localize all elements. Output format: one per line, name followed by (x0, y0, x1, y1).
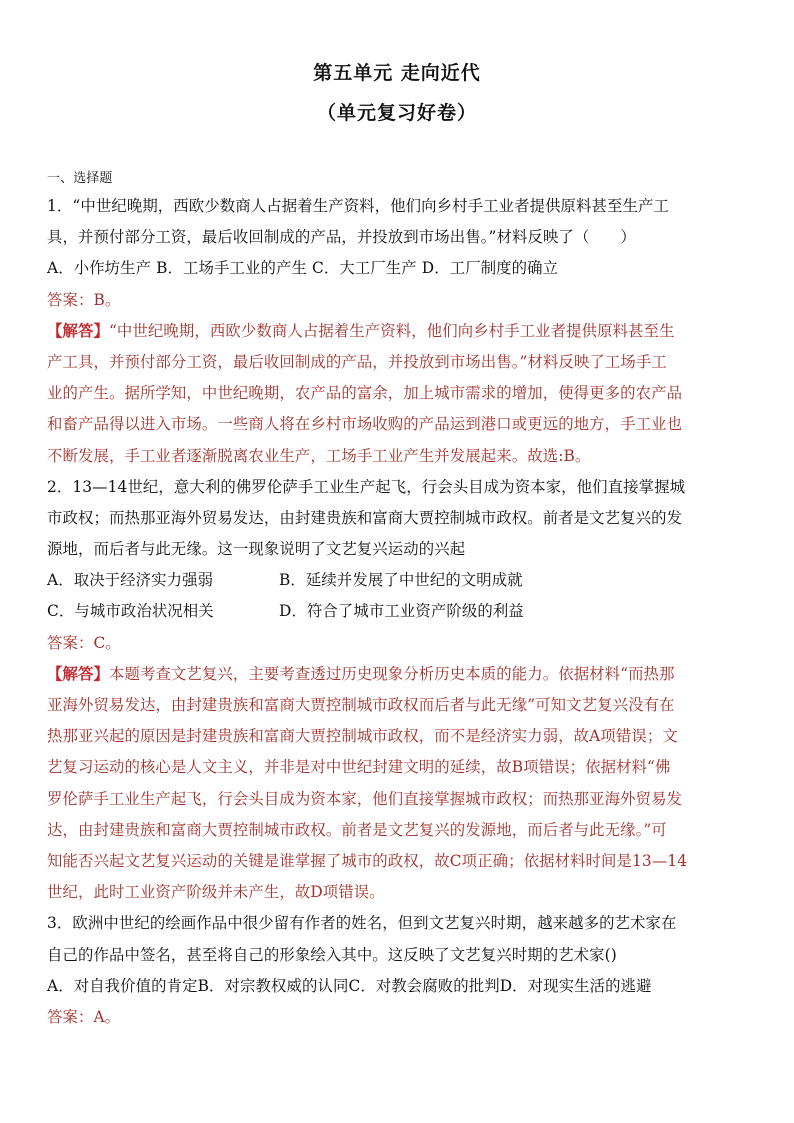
option-d: D．符合了城市工业资产阶级的利益 (279, 602, 524, 621)
analysis-text: “中世纪晚期，西欧少数商人占据着生产资料，他们向乡村手工业者提供原料甚至生 (108, 321, 675, 340)
question-1 (47, 191, 747, 472)
page-subtitle: （单元复习好卷） (316, 102, 477, 124)
analysis-line: 产工具，并预付部分工资，最后收回制成的产品，并投放到市场出售。”材料反映了工场手工 (47, 352, 667, 371)
analysis-line: 罗伦萨手工业生产起飞，行会头目成为资本家，他们直接掌握城市政权；而热那亚海外贸易发 (47, 789, 683, 808)
analysis-line: 不断发展，手工业者逐渐脱离农业生产，工场手工业产生并发展起来。故选:B。 (47, 446, 591, 465)
question-options-row (47, 565, 747, 596)
option-a: A．取决于经济实力强弱 (47, 571, 214, 590)
question-options: A．对自我价值的肯定B．对宗教权威的认同C．对教会腐败的批判D．对现实生活的逃避 (47, 976, 652, 995)
analysis-line: 热那亚兴起的原因是封建贵族和富商大贾控制城市政权，而不是经济实力弱，故A项错误；文 (47, 727, 678, 746)
page-title: 第五单元 走向近代 (313, 62, 481, 84)
option-b: B．延续并发展了中世纪的文明成就 (279, 571, 523, 590)
analysis-line: 世纪，此时工业资产阶级并未产生，故D项错误。 (47, 883, 385, 902)
question-options: A．小作坊生产 B．工场手工业的产生 C．大工厂生产 D．工厂制度的确立 (47, 259, 559, 278)
analysis-line (47, 659, 747, 690)
analysis-tag: 【解答】 (47, 321, 109, 340)
answer-line: 答案：B。 (47, 290, 121, 309)
analysis-line: 知能否兴起文艺复兴运动的关键是谁掌握了城市的政权，故C项正确；依据材料时间是13—14 (47, 851, 688, 870)
answer-line: 答案：A。 (47, 1007, 121, 1026)
analysis-line: 业的产生。据所学知，中世纪晚期，农产品的富余，加上城市需求的增加，使得更多的农产品 (47, 384, 683, 403)
analysis-text: 本题考查文艺复兴，主要考查透过历史现象分析历史本质的能力。依据材料“而热那 (108, 664, 675, 683)
question-text-line: 3．欧洲中世纪的绘画作品中很少留有作者的姓名，但到文艺复兴时期，越来越多的艺术家在 (47, 914, 677, 933)
analysis-line: 达，由封建贵族和富商大贾控制城市政权。前者是文艺复兴的发源地，而后者与此无缘。”可 (47, 820, 667, 839)
question-text-line: 2．13—14世纪，意大利的佛罗伦萨手工业生产起飞，行会头目成为资本家，他们直接掌握城 (47, 477, 686, 496)
question-2 (47, 472, 747, 909)
option-c: C．与城市政治状况相关 (47, 602, 214, 621)
analysis-line (47, 316, 747, 347)
question-list (47, 166, 747, 1033)
question-3 (47, 908, 747, 1033)
question-text-line: 具，并预付部分工资，最后收回制成的产品，并投放到市场出售。”材料反映了（ ） (47, 228, 636, 247)
analysis-tag: 【解答】 (47, 664, 109, 683)
analysis-line: 艺复习运动的核心是人文主义，并非是对中世纪封建文明的延续，故B项错误；依据材料“佛 (47, 758, 671, 777)
question-text-line: 市政权；而热那亚海外贸易发达，由封建贵族和富商大贾控制城市政权。前者是文艺复兴的发 (47, 508, 683, 527)
analysis-line: 亚海外贸易发达，由封建贵族和富商大贾控制城市政权而后者与此无缘”可知文艺复兴没有在 (47, 696, 675, 714)
section-heading: 一、选择题 (47, 171, 113, 186)
analysis-line: 和畜产品得以进入市场。一些商人将在乡村市场收购的产品运到港口或更远的地方，手工业也 (47, 415, 683, 434)
question-options-row (47, 596, 747, 627)
question-text-line: 1．“中世纪晚期，西欧少数商人占据着生产资料，他们向乡村手工业者提供原料甚至生产工 (47, 197, 669, 215)
question-text-line: 自己的作品中签名，甚至将自己的形象绘入其中。这反映了文艺复兴时期的艺术家() (47, 945, 617, 964)
answer-line: 答案：C。 (47, 633, 121, 652)
question-text-line: 源地，而后者与此无缘。这一现象说明了文艺复兴运动的兴起 (47, 540, 466, 559)
